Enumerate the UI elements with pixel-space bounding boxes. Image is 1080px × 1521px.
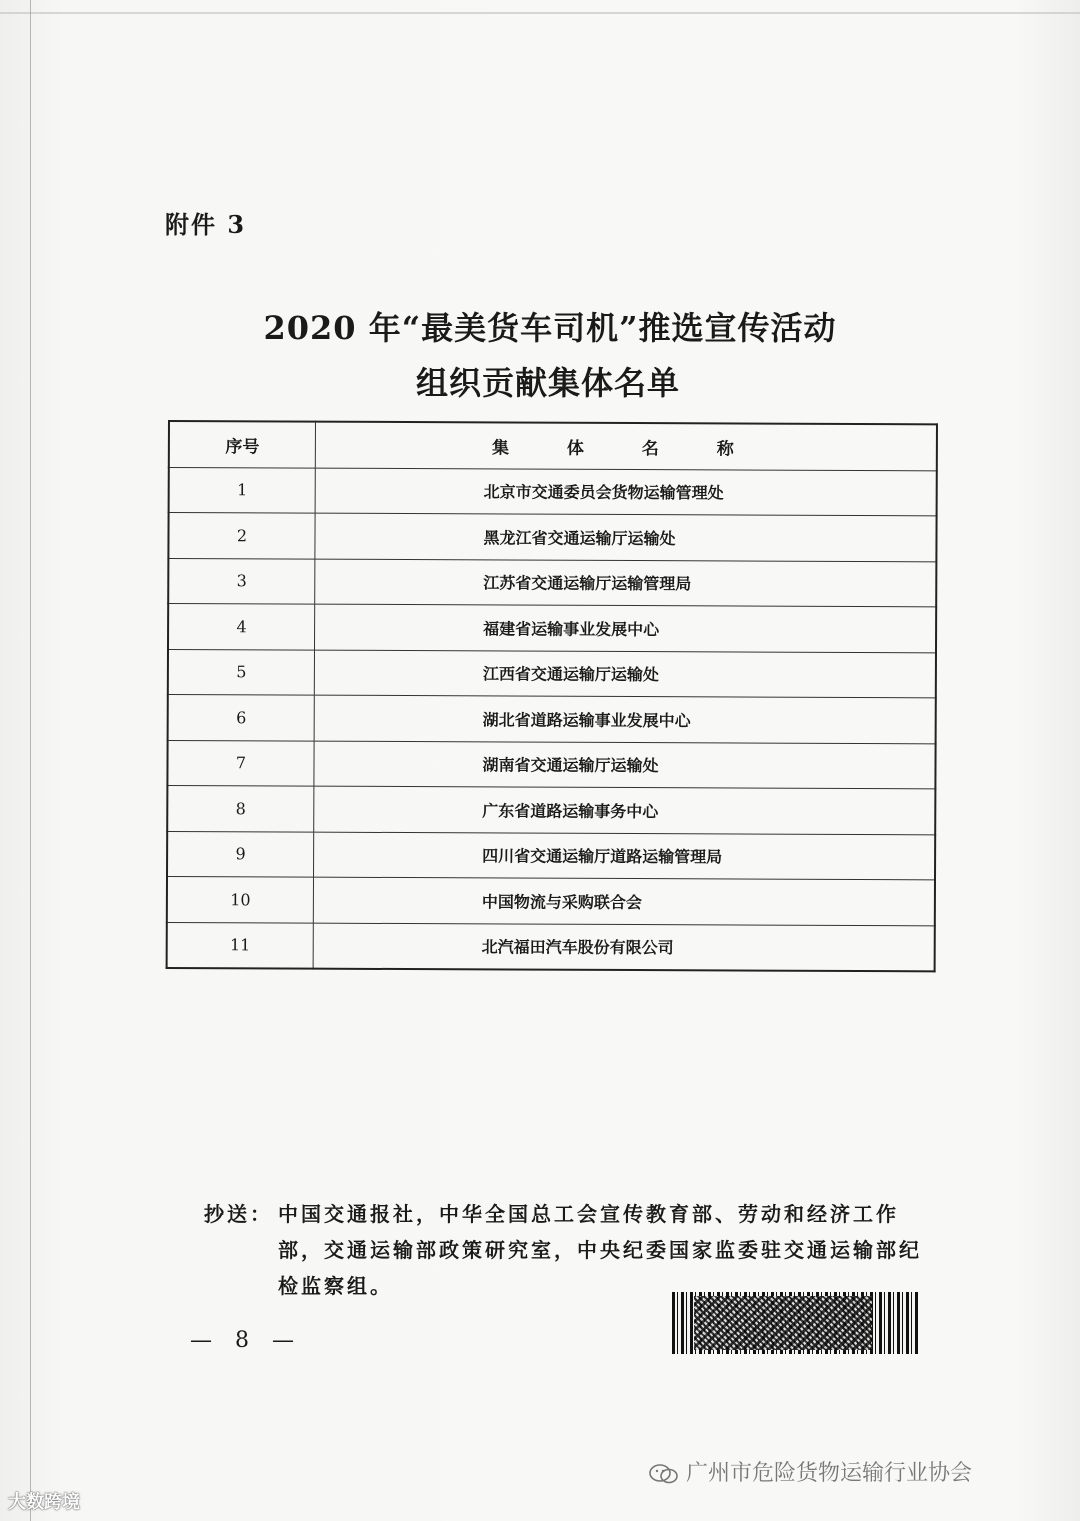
row-name: 黑龙江省交通运输厅运输处 — [315, 513, 937, 561]
wechat-watermark — [648, 1456, 972, 1487]
cc-recipients: 中国交通报社，中华全国总工会宣传教育部、劳动和经济工作部，交通运输部政策研究室，中央纪委国家监委驻交通运输部纪检监察组。 — [278, 1202, 922, 1298]
table-row — [167, 740, 935, 789]
row-index: 3 — [168, 558, 315, 604]
table-row — [167, 831, 935, 880]
attachment-label: 附件 3 — [165, 210, 247, 239]
document-title-line1: 2020 年“最美货车司机”推选宣传活动 — [263, 309, 837, 347]
table-row — [167, 922, 935, 971]
row-name: 湖南省交通运输厅运输处 — [314, 741, 936, 789]
table-row — [168, 604, 936, 653]
scan-top-edge — [0, 12, 1080, 14]
row-index: 11 — [167, 922, 314, 969]
table-row — [168, 513, 936, 562]
row-index: 7 — [167, 740, 314, 786]
header-index: 序号 — [169, 421, 316, 468]
table-row — [167, 786, 935, 835]
scan-left-edge — [30, 0, 31, 1521]
corner-watermark: 大数跨境 — [8, 1492, 80, 1513]
row-name: 北汽福田汽车股份有限公司 — [313, 923, 935, 972]
header-name: 集 体 名 称 — [315, 422, 937, 471]
row-index: 8 — [167, 786, 314, 832]
row-index: 1 — [169, 467, 316, 513]
barcode-image — [672, 1292, 918, 1354]
cc-label: 抄送： — [204, 1202, 273, 1226]
row-index: 10 — [167, 877, 314, 923]
row-name: 中国物流与采购联合会 — [313, 877, 935, 925]
table-row — [168, 558, 936, 607]
row-name: 江西省交通运输厅运输处 — [314, 650, 936, 698]
wechat-icon — [648, 1463, 680, 1485]
watermark-account: 广州市危险货物运输行业协会 — [686, 1461, 973, 1486]
table-row — [169, 467, 937, 516]
page-number: — 8 — — [190, 1328, 302, 1353]
collective-list-table — [166, 420, 938, 972]
table-row — [168, 649, 936, 698]
row-index: 9 — [167, 831, 314, 877]
table-row — [168, 695, 936, 744]
row-name: 福建省运输事业发展中心 — [314, 604, 936, 652]
row-index: 6 — [168, 695, 315, 741]
barcode-pattern — [694, 1296, 872, 1350]
table-row — [167, 877, 935, 926]
row-index: 5 — [168, 649, 315, 695]
row-name: 四川省交通运输厅道路运输管理局 — [314, 832, 936, 880]
row-index: 4 — [168, 604, 315, 650]
row-name: 江苏省交通运输厅运输管理局 — [315, 559, 937, 607]
row-index: 2 — [168, 513, 315, 559]
row-name: 湖北省道路运输事业发展中心 — [314, 695, 936, 743]
document-title-line2: 组织贡献集体名单 — [415, 364, 680, 402]
table-header-row — [169, 421, 937, 470]
row-name: 广东省道路运输事务中心 — [314, 786, 936, 834]
row-name: 北京市交通委员会货物运输管理处 — [315, 468, 937, 516]
